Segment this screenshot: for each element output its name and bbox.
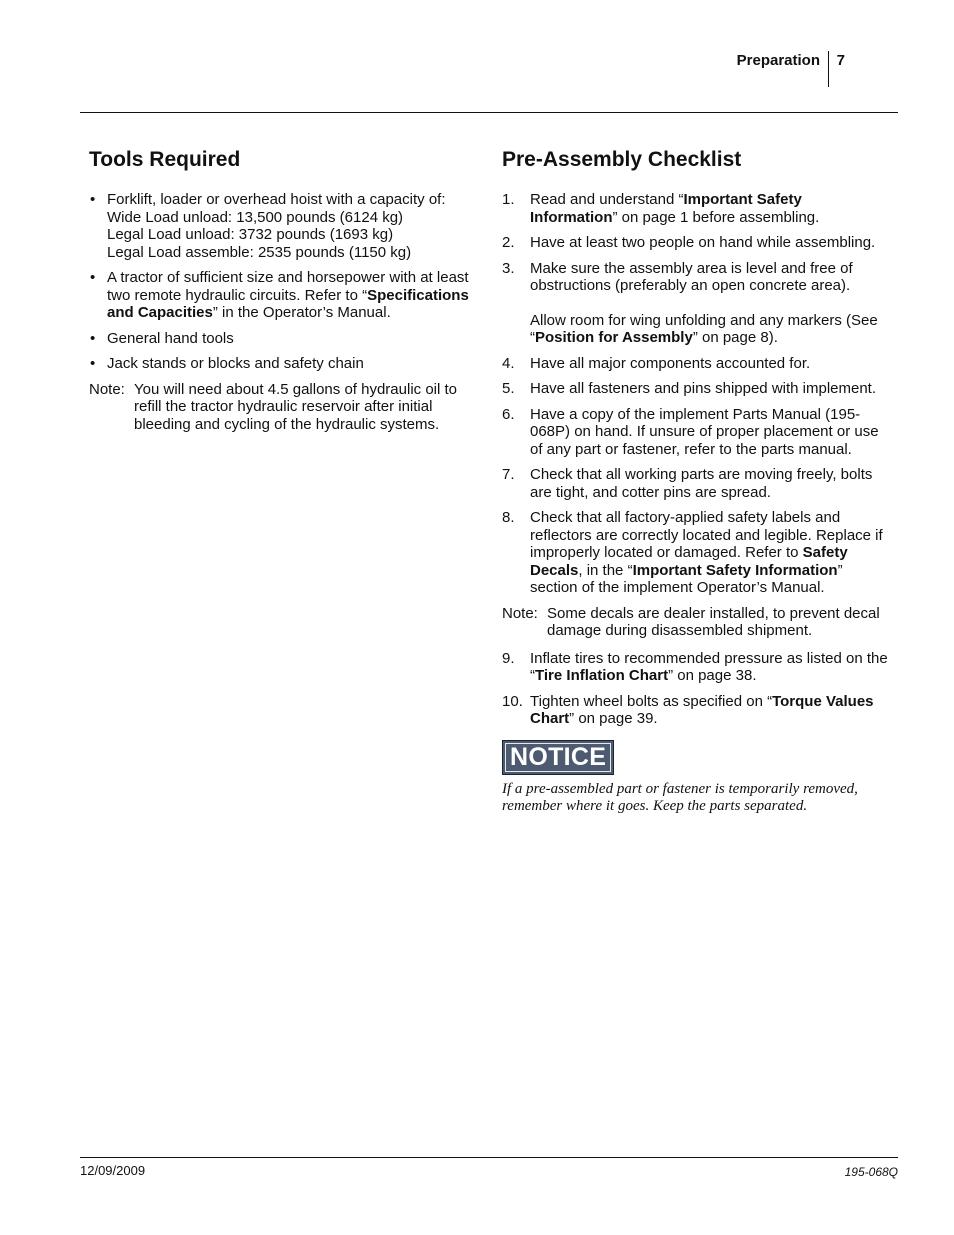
note-text: Some decals are dealer installed, to prevent decal damage during disassembled shipment. — [547, 604, 880, 639]
header-divider — [828, 51, 829, 87]
item-text: ” on page 8). — [692, 329, 778, 346]
reference-title: Tire Inflation Chart — [535, 667, 669, 684]
item-number: 8. — [502, 509, 515, 526]
notice-block — [502, 740, 892, 816]
checklist-continued — [502, 650, 892, 728]
decal-note — [502, 605, 892, 640]
item-text: Tighten wheel bolts as specified on “ — [530, 692, 773, 710]
item-text: ” section of the implement Operator’s Manual. — [530, 561, 843, 596]
item-text: Make sure the assembly area is level and free of obstructions (preferably an open concrete area). — [530, 259, 853, 294]
item-text: Allow room for wing unfolding and any markers (See “ — [530, 311, 878, 346]
checklist-item — [502, 650, 892, 685]
pre-assembly-heading: Pre-Assembly Checklist — [502, 148, 742, 171]
item-number: 9. — [502, 649, 515, 667]
hydraulic-oil-note — [89, 381, 474, 434]
top-rule — [80, 112, 898, 113]
notice-label: NOTICE — [505, 743, 611, 772]
list-item-text: A tractor of sufficient size and horsepower with at least two remote hydraulic circuits. Refer to “ — [107, 269, 469, 304]
list-item — [89, 355, 474, 373]
item-number: 5. — [502, 380, 515, 397]
notice-badge — [502, 740, 614, 775]
bullet-icon: • — [90, 269, 96, 286]
reference-title: Torque Values Chart — [530, 692, 874, 727]
list-item — [89, 269, 474, 322]
reference-title: Position for Assembly — [535, 329, 693, 346]
checklist-item — [502, 355, 892, 373]
page-number: 7 — [836, 52, 845, 69]
item-text: Inflate tires to recommended pressure as listed on the “ — [530, 649, 888, 684]
item-text: Read and understand “ — [530, 191, 684, 208]
item-number: 10. — [502, 692, 523, 710]
item-number: 2. — [502, 234, 515, 251]
item-text: Have all fasteners and pins shipped with implement. — [530, 380, 877, 397]
item-number: 4. — [502, 354, 515, 372]
item-number: 7. — [502, 466, 515, 483]
item-text: ” on page 38. — [668, 667, 757, 684]
note-label: Note: — [89, 380, 125, 398]
footer-date: 12/09/2009 — [80, 1163, 146, 1178]
checklist-item — [502, 191, 892, 226]
notice-text: If a pre-assembled part or fastener is temporarily removed, remember where it goes. Keep the parts separated. — [502, 780, 858, 814]
list-item — [89, 191, 474, 261]
reference-title: Safety Decals — [530, 544, 848, 579]
note-text: You will need about 4.5 gallons of hydraulic oil to refill the tractor hydraulic reservoir after initial bleeding and cycling of the hydraulic systems. — [134, 380, 457, 433]
item-number: 1. — [502, 191, 515, 208]
list-item-text: General hand tools — [107, 329, 234, 347]
list-item — [89, 330, 474, 348]
checklist — [502, 191, 892, 597]
reference-title: Specifications and Capacities — [107, 286, 469, 321]
bullet-icon: • — [90, 355, 96, 372]
reference-title: Important Safety Information — [632, 561, 838, 579]
checklist-item — [502, 260, 892, 347]
list-item-text: Legal Load assemble: 2535 pounds (1150 kg) — [107, 243, 412, 261]
item-subparagraph — [530, 312, 892, 347]
bottom-rule — [80, 1157, 898, 1158]
bullet-icon: • — [90, 191, 96, 208]
list-item-text: Forklift, loader or overhead hoist with a capacity of: — [107, 191, 446, 208]
item-text: Check that all working parts are moving freely, bolts are tight, and cotter pins are spread. — [530, 466, 873, 501]
note-label: Note: — [502, 604, 538, 622]
item-text: , in the “ — [578, 561, 633, 579]
tools-required-heading: Tools Required — [89, 148, 241, 171]
footer-document-number: 195-068Q — [844, 1165, 898, 1179]
checklist-item — [502, 234, 892, 252]
checklist-item — [502, 380, 892, 398]
list-item-text: ” in the Operator’s Manual. — [212, 304, 391, 321]
checklist-item — [502, 693, 892, 728]
item-text: Have a copy of the implement Parts Manual (195-068P) on hand. If unsure of proper placement or use of any part or fastener, refer to the parts manual. — [530, 405, 879, 458]
item-number: 3. — [502, 259, 515, 277]
bullet-icon: • — [90, 329, 96, 347]
checklist-item — [502, 406, 892, 459]
list-item-text: Wide Load unload: 13,500 pounds (6124 kg) — [107, 208, 404, 226]
item-text: Have at least two people on hand while assembling. — [530, 234, 876, 251]
item-text: ” on page 39. — [569, 710, 658, 727]
checklist-item — [502, 509, 892, 597]
checklist-item — [502, 466, 892, 501]
item-text: Check that all factory-applied safety labels and reflectors are correctly located and legible. Replace if improperly located or damaged. Refer to — [530, 509, 883, 561]
pre-assembly-column — [502, 146, 892, 816]
reference-title: Important Safety Information — [530, 191, 802, 226]
section-title: Preparation — [736, 52, 820, 69]
item-number: 6. — [502, 405, 515, 423]
tools-list — [89, 191, 474, 373]
list-item-text: Jack stands or blocks and safety chain — [107, 355, 364, 372]
item-text: Have all major components accounted for. — [530, 354, 811, 372]
tools-required-column — [89, 146, 474, 433]
item-text: ” on page 1 before assembling. — [612, 208, 820, 226]
list-item-text: Legal Load unload: 3732 pounds (1693 kg) — [107, 226, 394, 243]
